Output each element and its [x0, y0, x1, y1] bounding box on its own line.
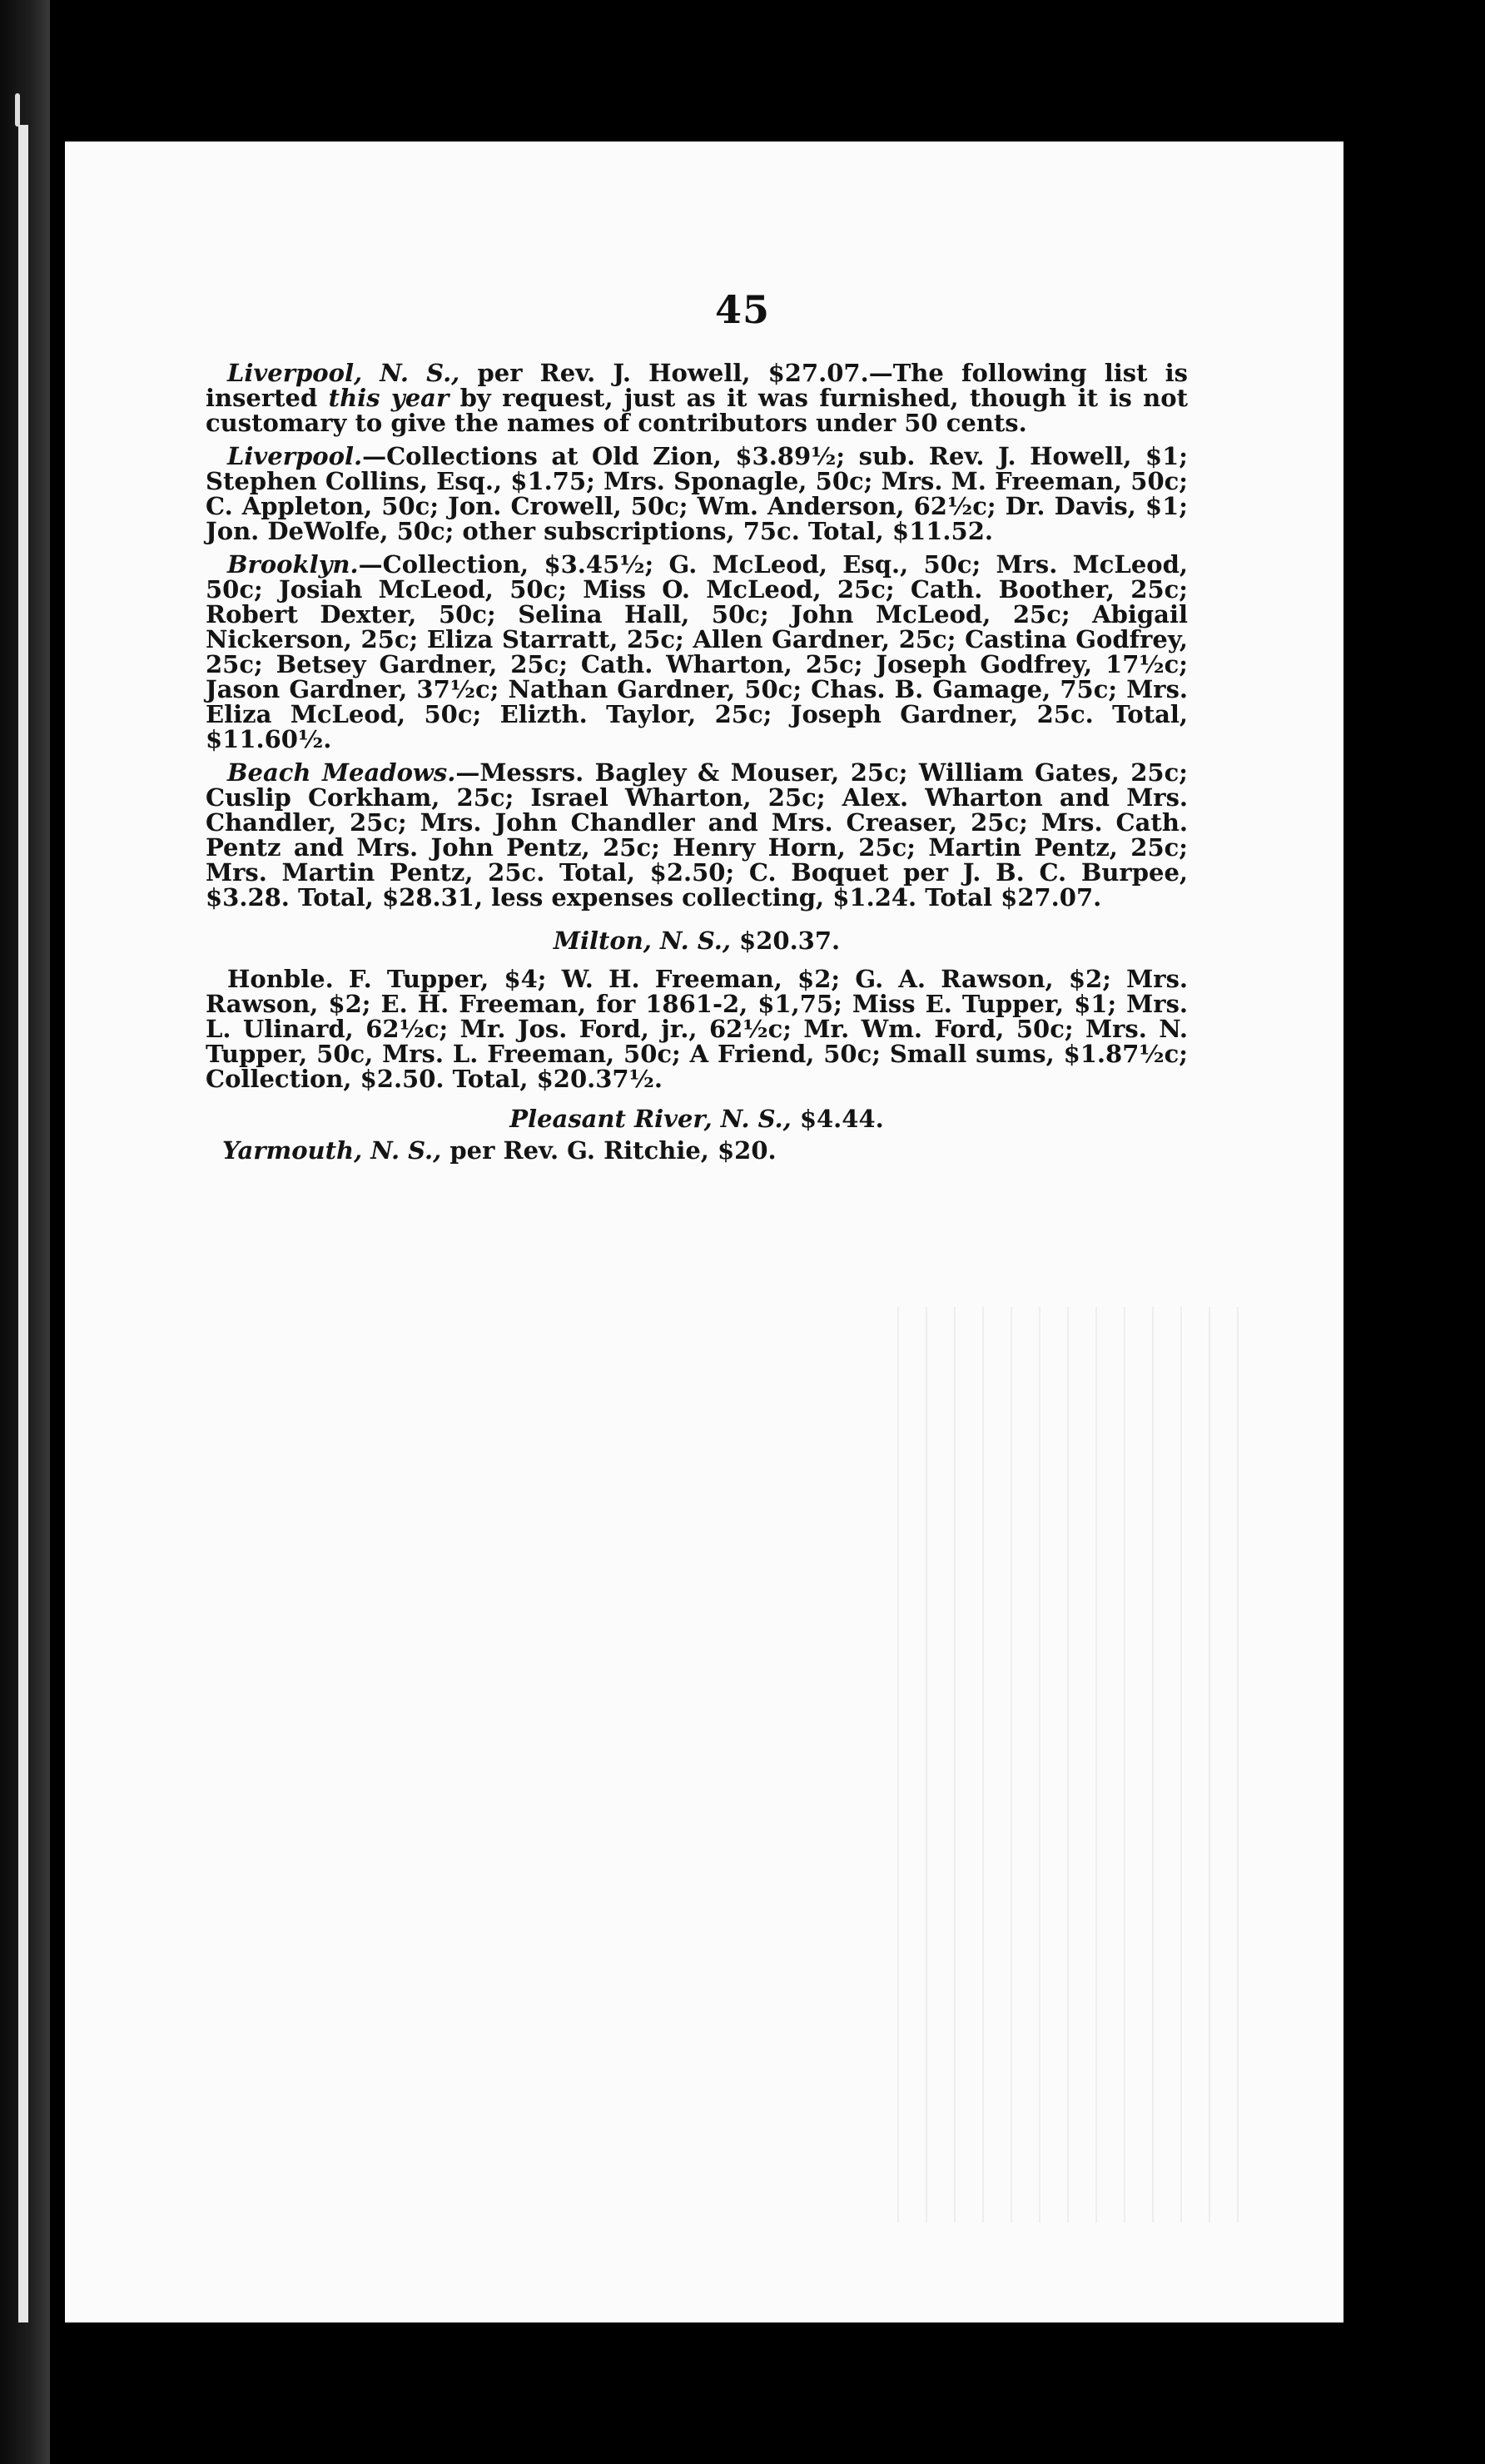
paragraph-yarmouth — [206, 1138, 1188, 1163]
paragraph-text: per Rev. J. Howell, $27.07.—The following list is inserted — [206, 359, 1188, 412]
place-name: Milton, N. S., — [553, 926, 731, 955]
page-body — [206, 360, 1188, 1171]
paragraph-liverpool-intro — [206, 360, 1188, 435]
place-name: Yarmouth, N. S., — [222, 1136, 442, 1165]
paragraph-text: Honble. F. Tupper, $4; W. H. Freeman, $2; G. A. Rawson, $2; Mrs. Rawson, $2; E. H. Freeman, for 1861-2, $1,75; Miss E. Tupper, $1; Mrs. L. Ulinard, 62½c; Mr. Jos. Ford, jr., 62½c; Mr. Wm. Ford, 50c; Mrs. N. Tupper, 50c, Mrs. L. Freeman, 50c; A Friend, 50c; Small sums, $1.87½c; Collection, $2.50. Total, $20.37½. — [206, 965, 1188, 1093]
place-name: Brooklyn. — [227, 550, 359, 579]
place-name: Liverpool, N. S., — [227, 359, 460, 387]
paragraph-beach-meadows — [206, 760, 1188, 910]
heading-amount: $20.37. — [730, 926, 841, 955]
scan-mark — [15, 93, 20, 127]
paragraph-liverpool-list — [206, 444, 1188, 544]
paragraph-text: —Collection, $3.45½; G. McLeod, Esq., 50c; Mrs. McLeod, 50c; Josiah McLeod, 50c; Miss O. McLeod, 25c; Cath. Boother, 25c; Robert Dexter, 50c; Selina Hall, 50c; John McLeod, 25c; Abigail Nickerson, 25c; Eliza Starratt, 25c; Allen Gardner, 25c; Castina Godfrey, 25c; Betsey Gardner, 25c; Cath. Wharton, 25c; Joseph Godfrey, 17½c; Jason Gardner, 37½c; Nathan Gardner, 50c; Chas. B. Gamage, 75c; Mrs. Eliza McLeod, 50c; Elizth. Taylor, 25c; Joseph Gardner, 25c. Total, $11.60½. — [206, 550, 1188, 753]
paragraph-text: per Rev. G. Ritchie, $20. — [441, 1136, 777, 1165]
heading-pleasant-river — [206, 1106, 1188, 1131]
page-number: 45 — [714, 287, 770, 332]
show-through-bleed — [897, 1307, 1247, 2223]
paragraph-brooklyn — [206, 552, 1188, 752]
place-name: Pleasant River, N. S., — [509, 1105, 792, 1133]
paragraph-milton — [206, 966, 1188, 1091]
paragraph-text: by request, just as it was furnished, though it is not customary to give the names of contributors under 50 cents. — [206, 384, 1188, 437]
place-name: Liverpool. — [227, 442, 363, 470]
heading-milton — [206, 928, 1188, 953]
place-name: Beach Meadows. — [227, 758, 456, 787]
previous-page-edge — [18, 125, 28, 2322]
paragraph-text: —Messrs. Bagley & Mouser, 25c; William Gates, 25c; Cuslip Corkham, 25c; Israel Wharton, 25c; Alex. Wharton and Mrs. Chandler, 25c; Mrs. John Chandler and Mrs. Creaser, 25c; Mrs. Cath. Pentz and Mrs. John Pentz, 25c; Henry Horn, 25c; Martin Pentz, 25c; Mrs. Martin Pentz, 25c. Total, $2.50; C. Boquet per J. B. C. Burpee, $3.28. Total, $28.31, less expenses collecting, $1.24. Total $27.07. — [206, 758, 1188, 912]
paragraph-text: —Collections at Old Zion, $3.89½; sub. Rev. J. Howell, $1; Stephen Collins, Esq., $1.75; Mrs. Sponagle, 50c; Mrs. M. Freeman, 50c; C. Appleton, 50c; Jon. Crowell, 50c; Wm. Anderson, 62½c; Dr. Davis, $1; Jon. DeWolfe, 50c; other subscriptions, 75c. Total, $11.52. — [206, 442, 1188, 545]
emphasis-text: this year — [328, 384, 449, 412]
heading-amount: $4.44. — [791, 1105, 884, 1133]
